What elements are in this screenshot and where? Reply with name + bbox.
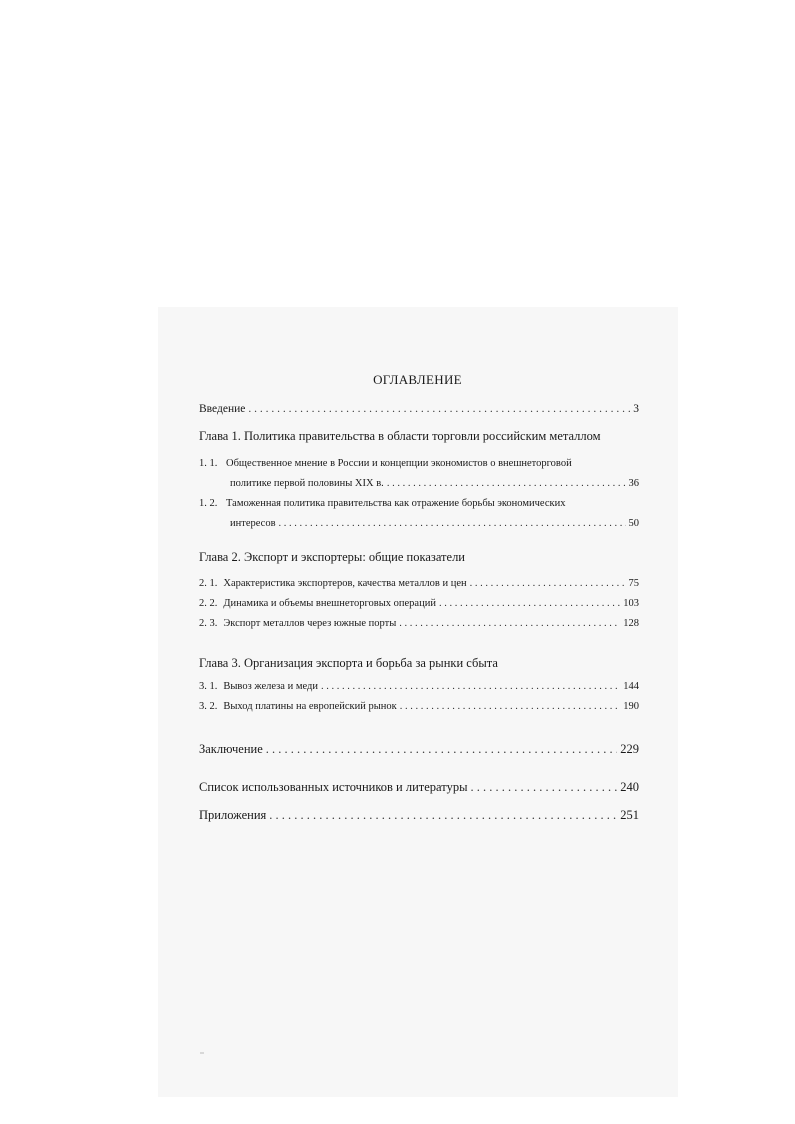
toc-entry-1-2-line2 (230, 516, 639, 532)
toc-entry-appendix (199, 807, 639, 823)
toc-entry-2-2 (199, 596, 639, 612)
toc-entry-1-1-line2 (230, 476, 639, 492)
section-number: 3. 1. (199, 681, 218, 692)
toc-page-number: 190 (623, 701, 639, 712)
section-label: Общественное мнение в России и концепции экономистов о внешнеторговой (226, 458, 572, 469)
toc-entry-conclusion (199, 741, 639, 757)
toc-entry-intro (199, 401, 639, 417)
toc-entry-1-2-line1 (199, 496, 565, 512)
toc-entry-sources (199, 779, 639, 795)
section-number: 3. 2. (199, 701, 218, 712)
leader-dots (279, 516, 626, 532)
toc-entry-label: Приложения (199, 808, 267, 822)
toc-page-number: 36 (628, 478, 639, 489)
leader-dots (400, 699, 620, 715)
toc-entry-2-1 (199, 576, 639, 592)
toc-page-number: 240 (620, 780, 639, 794)
section-number: 1. 1. (199, 458, 218, 469)
leader-dots (248, 401, 630, 417)
leader-dots (470, 576, 626, 592)
toc-page-number: 3 (633, 403, 639, 415)
section-label-cont: политике первой половины XIX в. (230, 478, 384, 489)
toc-entry-label: Введение (199, 403, 246, 415)
toc-entry-3-2 (199, 699, 639, 715)
chapter-2-heading: Глава 2. Экспорт и экспортеры: общие показатели (199, 550, 465, 564)
section-label: Выход платины на европейский рынок (223, 701, 397, 712)
leader-dots (266, 741, 618, 757)
section-label-cont: интересов (230, 518, 276, 529)
section-label: Таможенная политика правительства как отражение борьбы экономических (226, 498, 566, 509)
page-title: ОГЛАВЛЕНИЕ (373, 372, 462, 387)
toc-entry-2-3 (199, 616, 639, 632)
toc-page-number: 229 (620, 742, 639, 756)
toc-page-number: 144 (623, 681, 639, 692)
toc-entry-1-1-line1 (199, 456, 572, 472)
toc-page-number: 75 (628, 578, 639, 589)
leader-dots (387, 476, 626, 492)
toc-entry-label: Заключение (199, 742, 263, 756)
section-label: Динамика и объемы внешнеторговых операций (223, 598, 436, 609)
leader-dots (470, 779, 617, 795)
toc-page-number: 103 (623, 598, 639, 609)
section-number: 2. 2. (199, 598, 218, 609)
leader-dots (439, 596, 620, 612)
section-number: 1. 2. (199, 498, 218, 509)
leader-dots (399, 616, 620, 632)
section-number: 2. 1. (199, 578, 218, 589)
leader-dots (269, 807, 617, 823)
leader-dots (321, 679, 620, 695)
toc-entry-3-1 (199, 679, 639, 695)
toc-page-number: 50 (628, 518, 639, 529)
toc-page-number: 128 (623, 618, 639, 629)
chapter-3-heading: Глава 3. Организация экспорта и борьба за рынки сбыта (199, 656, 498, 670)
chapter-1-heading: Глава 1. Политика правительства в области торговли российским металлом (199, 429, 601, 443)
toc-entry-label: Список использованных источников и литературы (199, 780, 468, 794)
section-label: Экспорт металлов через южные порты (223, 618, 397, 629)
section-label: Вывоз железа и меди (223, 681, 318, 692)
section-label: Характеристика экспортеров, качества металлов и цен (223, 578, 467, 589)
scan-speck (200, 1052, 204, 1054)
section-number: 2. 3. (199, 618, 218, 629)
toc-page-number: 251 (620, 808, 639, 822)
